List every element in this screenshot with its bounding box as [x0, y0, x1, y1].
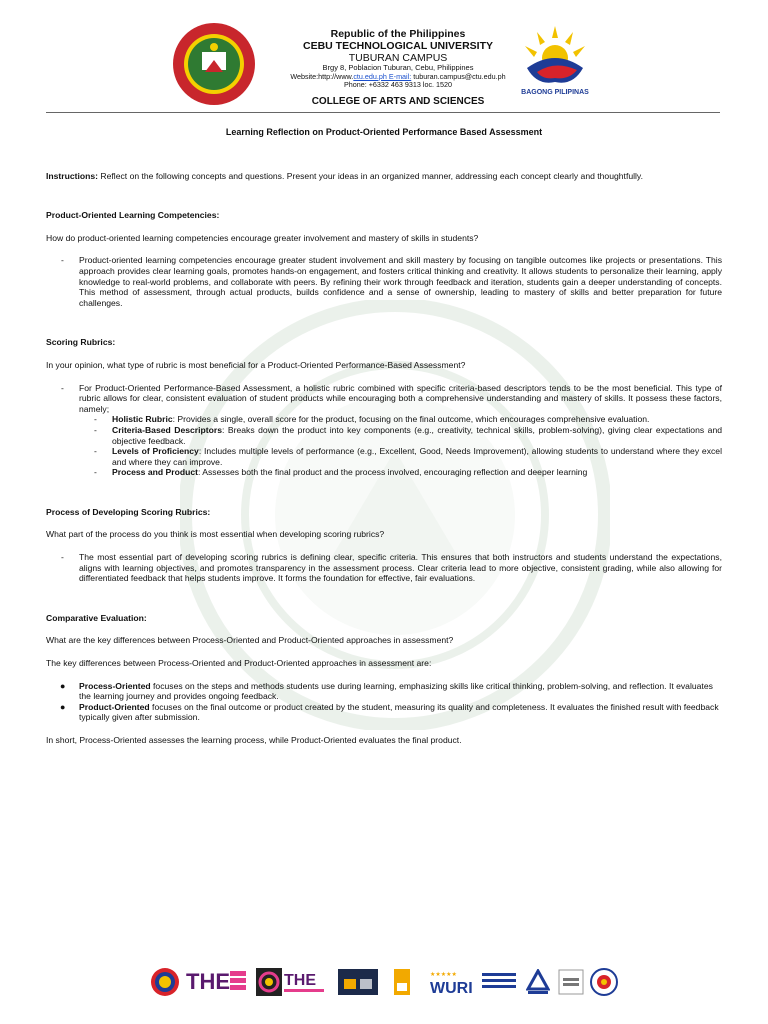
- dash-marker: -: [61, 255, 64, 266]
- section-intro: The key differences between Process-Oriented and Product-Oriented approaches in assessment are:: [46, 658, 432, 669]
- instructions-text: Reflect on the following concepts and questions. Present your ideas in an organized manner, addressing each concept clearly and thoughtfully.: [98, 170, 643, 181]
- dash-marker: -: [94, 467, 97, 478]
- instructions-label: Instructions:: [46, 170, 99, 181]
- email-address: tuburan.campus@ctu.edu.ph: [411, 71, 506, 81]
- comparison-term: Process-Oriented: [79, 680, 151, 691]
- factor-desc: : Provides a single, overall score for the product, focusing on the final outcome, which encourages comprehensive evaluation.: [172, 414, 650, 425]
- factor-term: Holistic Rubric: [112, 414, 173, 425]
- factor-term: Criteria-Based Descriptors: [112, 424, 223, 435]
- dash-marker: -: [94, 414, 97, 425]
- answer-item: [46, 552, 722, 584]
- comparison-item: [46, 702, 722, 723]
- pab-logo-icon: [590, 967, 618, 997]
- website-prefix: Website:http://www.: [290, 71, 354, 81]
- document-title: Learning Reflection on Product-Oriented Performance Based Assessment: [225, 127, 543, 137]
- factor-item: [46, 467, 722, 478]
- the-impact-rankings-logo-icon: [186, 967, 246, 997]
- campus-name: TUBURAN CAMPUS: [348, 51, 448, 64]
- bagong-pilipinas-logo-icon: [515, 24, 595, 96]
- wuri-text: WURI: [430, 980, 473, 997]
- answer-item: [46, 383, 722, 415]
- the-text: THE: [284, 972, 316, 989]
- factor-desc: : Assesses both the final product and the process involved, encouraging reflection and deeper learning: [197, 467, 588, 478]
- qs-stars-logo-icon: [338, 969, 378, 995]
- dash-marker: -: [94, 446, 97, 457]
- campus-address: Brgy 8, Poblacion Tuburan, Cebu, Philippines: [322, 63, 474, 73]
- dash-marker: -: [61, 552, 64, 563]
- section-heading: Comparative Evaluation:: [46, 612, 147, 623]
- university-seal-icon: [172, 22, 256, 106]
- factor-desc: : Includes multiple levels of performance (e.g., Excellent, Good, Needs Improvement), allowing students to understand where they excel and where they can improve.: [112, 446, 722, 467]
- the-impact-logo-icon: [284, 967, 324, 997]
- comparison-item: [46, 681, 722, 702]
- answer-text: The most essential part of developing scoring rubrics is defining clear, specific criteria. This ensures that both instructors and students understand the expectations, aligns with learning objectives, and promotes transparency in the assessment process. Clear criteria lead to more objective, consistent grading, while also allowing for differentiated feedback that helps students improve. It forms the foundation for effective, fair evaluations.: [79, 552, 722, 584]
- college-name: COLLEGE OF ARTS AND SCIENCES: [311, 96, 485, 107]
- letterhead-text: [280, 29, 516, 89]
- certification-logo-icon: [526, 969, 550, 995]
- comparison-desc: focuses on the steps and methods students use during learning, emphasizing skills like critical thinking, problem-solving, and reflection. It evaluates the learning journey and provides ongoing feedback.: [79, 680, 713, 702]
- country-name: Republic of the Philippines: [330, 28, 466, 40]
- answer-text: Product-oriented learning competencies encourage greater student involvement and skill mastery by focusing on tangible outcomes like projects or presentations. This approach provides clear learning goals, promotes hands-on engagement, and fosters critical thinking and creativity. It allows students to personalize their learning, apply knowledge to real-world problems, and collaborate with peers. By refining their work through feedback and iteration, students gain a deeper understanding of concepts. This method of assessment, through actual products, builds confidence and a sense of ownership, leading to mastery of skills and better preparation for future challenges.: [79, 255, 722, 308]
- factor-item: [46, 414, 722, 425]
- instructions: [46, 171, 722, 182]
- bullet-marker: ●: [60, 701, 66, 712]
- phone-number: Phone: +6332 463 9313 loc. 1520: [343, 79, 453, 89]
- svg-text:★★★★★: ★★★★★: [430, 972, 457, 978]
- section-heading: Process of Developing Scoring Rubrics:: [46, 506, 211, 517]
- factor-item: [46, 446, 722, 467]
- answer-text: For Product-Oriented Performance-Based Assessment, a holistic rubric combined with specific criteria-based descriptors tends to be the most beneficial. This type of rubric allows for clear, consistent evaluation of student products while encouraging both a comprehensive understanding and mastery of skills. It possess these factors, namely;: [79, 382, 722, 414]
- section-question: What are the key differences between Process-Oriented and Product-Oriented approaches in assessment?: [46, 635, 454, 646]
- footer-logos: [148, 963, 618, 1003]
- dash-marker: -: [61, 382, 64, 393]
- section-heading: Product-Oriented Learning Competencies:: [46, 210, 220, 221]
- section-question: What part of the process do you think is most essential when developing scoring rubrics?: [46, 529, 385, 540]
- asean-logo-icon: [150, 967, 180, 997]
- letterhead: [0, 0, 768, 115]
- comparison-term: Product-Oriented: [79, 701, 150, 712]
- comparison-desc: focuses on the final outcome or product created by the student, measuring its quality and completeness. It evaluates the finished result with feedback typically given after submission.: [79, 701, 719, 723]
- section-question: How do product-oriented learning competencies encourage greater involvement and mastery of skills in students?: [46, 232, 479, 243]
- factor-term: Process and Product: [112, 467, 198, 478]
- bullet-marker: ●: [60, 680, 66, 691]
- dash-marker: -: [94, 424, 97, 435]
- wuri-logo-icon: [428, 969, 518, 997]
- section-question: In your opinion, what type of rubric is most beneficial for a Product-Oriented Performance-Based Assessment?: [46, 359, 466, 370]
- iso-logo-icon: [558, 969, 584, 995]
- star-rating-logo-icon: [394, 969, 410, 995]
- document-body: [46, 127, 722, 746]
- university-name: CEBU TECHNOLOGICAL UNIVERSITY: [303, 39, 493, 52]
- factor-item: [46, 425, 722, 446]
- website-link[interactable]: ctu.edu.ph E-mail:: [353, 71, 412, 81]
- header-divider: [46, 112, 720, 113]
- the-text: THE: [186, 969, 230, 994]
- bagong-pilipinas-label: BAGONG PILIPINAS: [521, 89, 589, 96]
- factor-term: Levels of Proficiency: [112, 446, 199, 457]
- ranking-badge-logo-icon: [256, 968, 282, 996]
- factor-desc: : Breaks down the product into key components (e.g., creativity, technical skills, problem-solving), giving clear expectations and objective feedback.: [112, 424, 722, 446]
- answer-item: [46, 255, 722, 308]
- section-heading: Scoring Rubrics:: [46, 337, 116, 348]
- section-summary: In short, Process-Oriented assesses the learning process, while Product-Oriented evaluates the final product.: [46, 735, 462, 745]
